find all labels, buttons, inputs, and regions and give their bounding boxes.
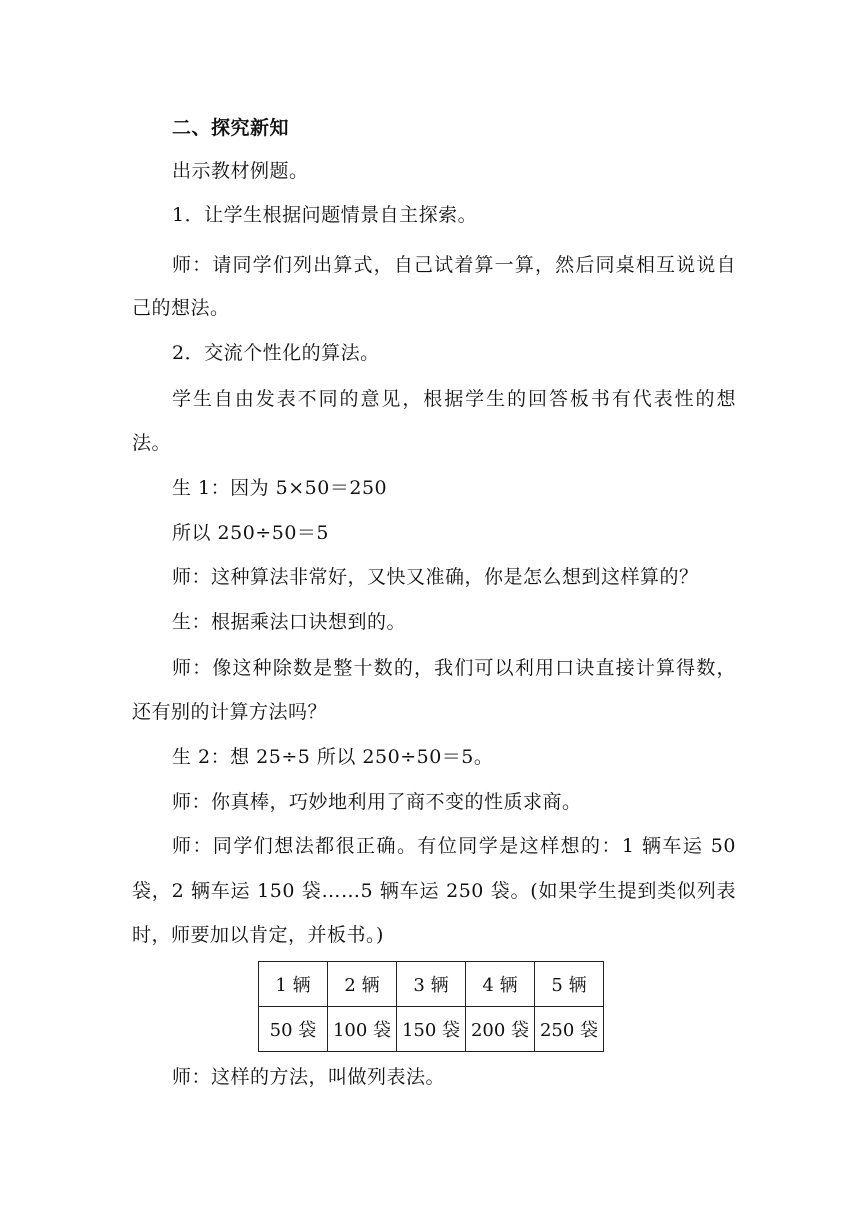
paragraph-line: 生 2：想 25÷5 所以 250÷50＝5。 (172, 746, 494, 768)
table-cell: 50 袋 (259, 1007, 328, 1052)
paragraph-line: 2．交流个性化的算法。 (172, 342, 380, 364)
table-row (259, 962, 604, 1007)
paragraph-line: 1．让学生根据问题情景自主探索。 (172, 204, 478, 226)
table-cell: 2 辆 (328, 962, 397, 1007)
table-cell: 150 袋 (397, 1007, 466, 1052)
paragraph-line: 师：这样的方法，叫做列表法。 (172, 1066, 446, 1088)
paragraph-line: 袋，2 辆车运 150 袋……5 辆车运 250 袋。(如果学生提到类似列表 (132, 880, 736, 902)
section-heading: 二、探究新知 (172, 117, 290, 139)
table-cell: 100 袋 (328, 1007, 397, 1052)
paragraph-line: 所以 250÷50＝5 (172, 522, 329, 544)
paragraph-line: 师：同学们想法都很正确。有位同学是这样想的：1 辆车运 50 (172, 835, 736, 857)
table-cell: 4 辆 (466, 962, 535, 1007)
paragraph-line: 生：根据乘法口诀想到的。 (172, 611, 407, 633)
table-cell: 200 袋 (466, 1007, 535, 1052)
paragraph-line: 师：像这种除数是整十数的，我们可以利用口诀直接计算得数， (172, 657, 736, 679)
paragraph-line: 师：请同学们列出算式，自己试着算一算，然后同桌相互说说自 (172, 254, 736, 276)
paragraph-line: 师：你真棒，巧妙地利用了商不变的性质求商。 (172, 791, 582, 813)
paragraph-line: 还有别的计算方法吗？ (132, 701, 328, 723)
paragraph-line: 时，师要加以肯定，并板书。) (132, 924, 384, 946)
paragraph-line: 学生自由发表不同的意见，根据学生的回答板书有代表性的想 (172, 388, 736, 410)
trucks-bags-table (258, 961, 604, 1052)
paragraph-line: 师：这种算法非常好，又快又准确，你是怎么想到这样算的？ (172, 566, 699, 588)
paragraph-line: 生 1：因为 5×50＝250 (172, 477, 388, 499)
table-cell: 1 辆 (259, 962, 328, 1007)
table-row (259, 1007, 604, 1052)
table-cell: 250 袋 (535, 1007, 604, 1052)
paragraph-line: 出示教材例题。 (172, 160, 309, 182)
paragraph-line: 己的想法。 (132, 297, 230, 319)
table-cell: 3 辆 (397, 962, 466, 1007)
table-cell: 5 辆 (535, 962, 604, 1007)
paragraph-line: 法。 (132, 432, 172, 454)
